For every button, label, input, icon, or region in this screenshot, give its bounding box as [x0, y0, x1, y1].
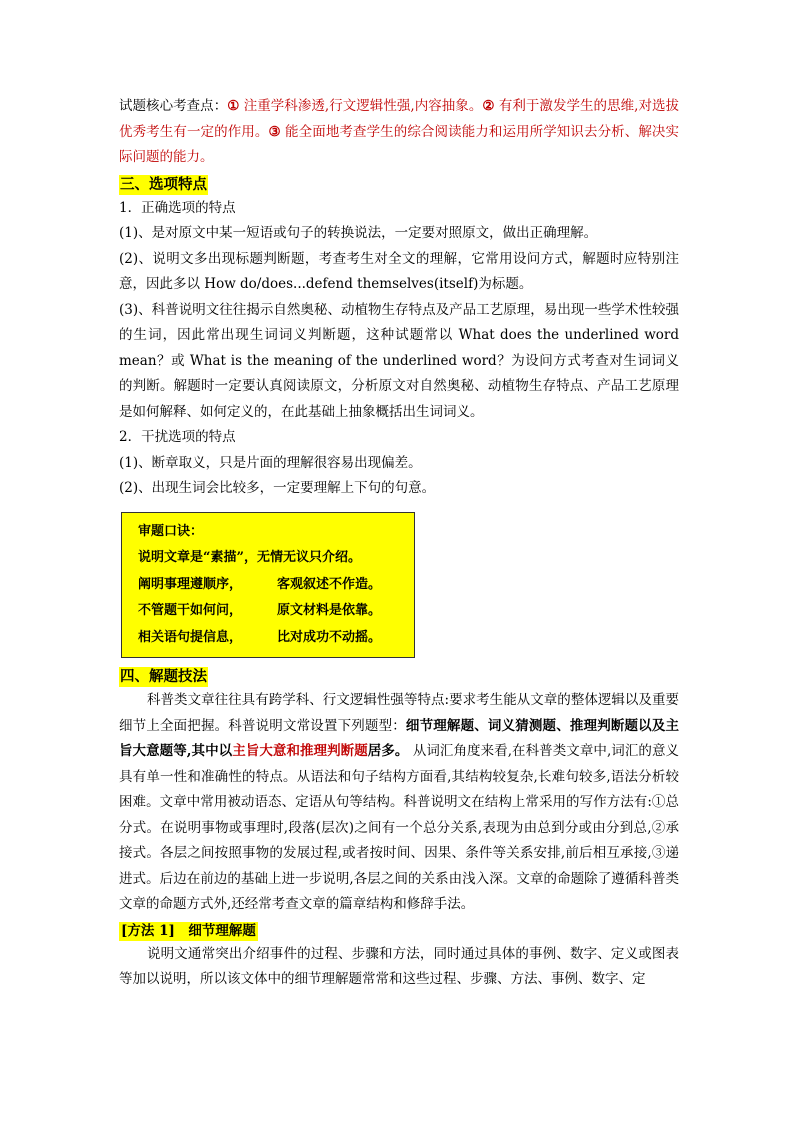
mnemonic-row — [138, 572, 414, 599]
method1-wrap — [119, 920, 679, 942]
mnemonic-row-a: 不管题干如何问， — [138, 603, 243, 618]
section3-sub2: 2．干扰选项的特点 — [119, 429, 236, 445]
mnemonic-row — [138, 625, 414, 652]
section4-p1-b: 细节理解题、词义猜测题、推理判断题以及主旨大意题等,其中以 — [119, 717, 680, 759]
intro-point-3: 能全面地考查学生的综合阅读能力和运用所学知识去分析、解决实际问题的能力。 — [119, 123, 680, 165]
mnemonic-row — [138, 598, 414, 625]
method1-paragraph: 说明文通常突出介绍事件的过程、步骤和方法，同时通过具体的事例、数字、定义或图表等加以说明，所以该文体中的细节理解题常常和这些过程、步骤、方法、事例、数字、定 — [119, 945, 679, 987]
mnemonic-row-b: 比对成功不动摇。 — [277, 629, 382, 645]
mnemonic-row-b: 客观叙述不作造。 — [277, 576, 382, 592]
section4-heading: 四、解题技法 — [120, 669, 207, 685]
section4-heading-wrap — [119, 666, 679, 688]
intro-num-3: ③ — [268, 123, 281, 140]
mnemonic-row-a: 阐明事理遵顺序， — [138, 576, 243, 592]
section3-item2-2: (2)、出现生词会比较多，一定要理解上下句的句意。 — [119, 480, 436, 496]
intro-num-2: ② — [482, 98, 495, 114]
method1-label: [方法 1] 细节理解题 — [121, 922, 256, 939]
section4-p1-c: 主旨大意和推理判断题 — [232, 743, 368, 759]
section3-heading: 三、选项特点 — [120, 176, 207, 193]
section3-item1-1: (1)、是对原文中某一短语或句子的转换说法，一定要对照原文，做出正确理解。 — [119, 225, 598, 241]
section3-sub1: 1．正确选项的特点 — [119, 199, 236, 216]
intro-point-2: 有利于激发学生的思维,对选拔优秀考生有一定的作用。 — [119, 98, 680, 140]
mnemonic-row-a: 相关语句提信息， — [138, 629, 243, 645]
intro-paragraph — [119, 94, 679, 171]
mnemonic-row-b: 无情无议只介绍。 — [256, 550, 361, 565]
section3-heading-wrap — [119, 174, 679, 196]
section4-p1-d: 居多。 — [367, 743, 409, 759]
mnemonic-row — [138, 545, 414, 572]
section3-item1-2: (2)、说明文多出现标题判断题，考查考生对全文的理解，它常用设问方式，解题时应特别注意，因此多以 How do/does...defend themselves(itself)为标题。 — [119, 250, 679, 292]
mnemonic-box — [121, 512, 415, 659]
section3-item2-1: (1)、断章取义，只是片面的理解很容易出现偏差。 — [119, 454, 422, 471]
mnemonic-row-a: 说明文章是“素描”， — [138, 550, 257, 565]
intro-point-1: 注重学科渗透,行文逻辑性强,内容抽象。 — [239, 98, 483, 114]
intro-label: 试题核心考查点： — [119, 98, 228, 114]
section4-p1-a: 科普类文章往往具有跨学科、行文逻辑性强等特点:要求考生能从文章的整体逻辑以及重要细节上全面把握。科普说明文常设置下列题型： — [119, 692, 679, 734]
section4-paragraph — [119, 688, 679, 918]
section3-item1-3: (3)、科普说明文往往揭示自然奥秘、动植物生存特点及产品工艺原理，易出现一些学术性较强的生词，因此常出现生词词义判断题，这种试题常以 What does the underlined word mean？或 What is the meaning of the underlined word？为设问方式考查对生词词义的判断。解题时一定要认真阅读原文，分析原文对自然奥秘、动植物生存特点、产品工艺原理是如何解释、如何定义的，在此基础上抽象概括出生词词义。 — [119, 301, 679, 420]
intro-num-1: ① — [227, 98, 240, 114]
mnemonic-title: 审题口诀： — [138, 523, 204, 539]
document-page — [119, 94, 679, 993]
mnemonic-row-b: 原文材料是依靠。 — [277, 603, 382, 618]
section4-p1-e: 从词汇角度来看,在科普类文章中,词汇的意义具有单一性和准确性的特点。从语法和句子结构方面看,其结构较复杂,长难句较多,语法分析较困难。文章中常用被动语态、定语从句等结构。科普说明文在结构上常采用的写作方法有:①总分式。在说明事物或事理时,段落(层次)之间有一个总分关系,表现为由总到分或由分到总,②承接式。各层之间按照事物的发展过程,或者按时间、因果、条件等关系安排,前后相互承接,③递进式。后边在前边的基础上进一步说明,各层之间的关系由浅入深。文章的命题除了遵循科普类文章的命题方式外,还经常考查文章的篇章结构和修辞手法。 — [119, 743, 680, 912]
